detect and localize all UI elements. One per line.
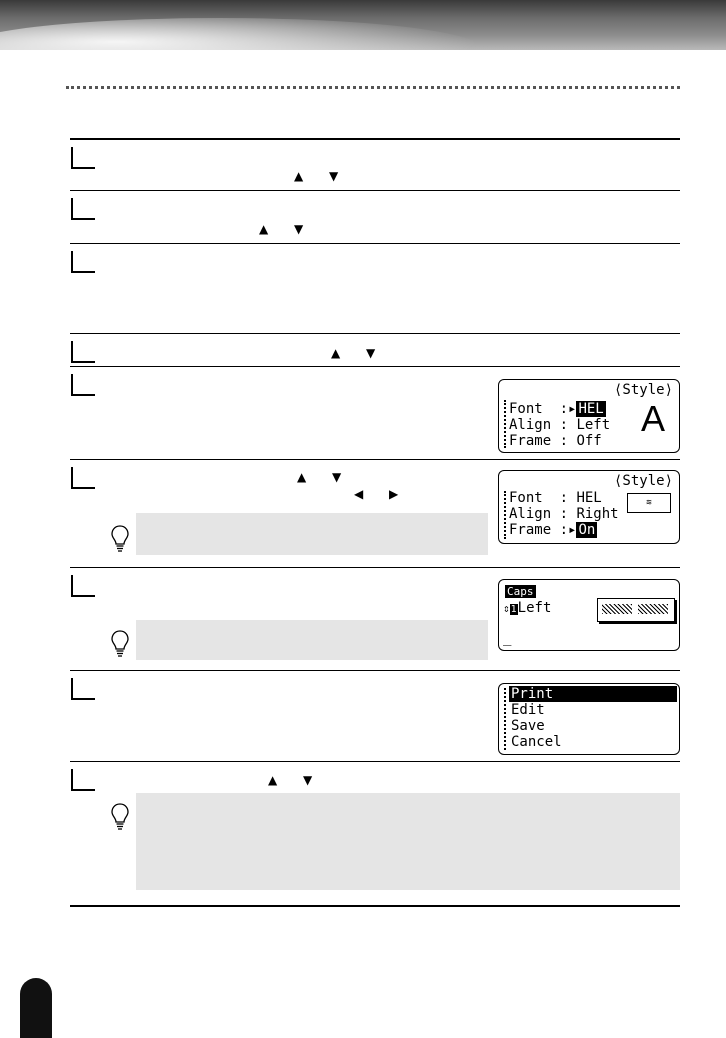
menu-item-edit: Edit: [511, 702, 545, 718]
hint-note: [136, 513, 488, 555]
lcd-row-font: Font : HEL: [509, 490, 602, 506]
step-row-1: [70, 140, 680, 191]
label-preview-text: [638, 604, 668, 614]
header-band: [0, 0, 726, 50]
step-row-2: [70, 191, 680, 244]
caps-indicator: Caps: [507, 585, 534, 598]
lcd-align-value: Left: [517, 600, 552, 616]
lcd-row-align: Align : Right: [509, 506, 619, 522]
step-number-box: [71, 198, 95, 220]
down-arrow-icon: ▼: [294, 222, 304, 236]
menu-item-cancel: Cancel: [511, 734, 562, 750]
label-preview-frame: [597, 598, 675, 622]
lcd-font-preview: A: [640, 398, 665, 439]
lcd-row-align: Align : Left: [509, 417, 611, 433]
lcd-selected-value: HEL: [578, 401, 604, 417]
lcd-row-frame: Frame :▸ On: [509, 522, 596, 538]
arrow-keys-horizontal: [354, 487, 398, 501]
label-preview-text: [602, 604, 632, 614]
menu-item-print: Print: [509, 686, 677, 702]
lcd-style-frame: [498, 470, 680, 544]
hint-note: [136, 620, 488, 660]
step-row-4: [70, 334, 680, 367]
lcd-text-entry: [498, 579, 680, 651]
line-number-badge: 1: [510, 604, 517, 615]
arrow-keys: [294, 169, 338, 183]
down-arrow-icon: ▼: [332, 470, 342, 484]
left-arrow-icon: ◀: [354, 487, 364, 501]
header-spacer: [0, 50, 726, 70]
arrow-keys: [297, 470, 341, 484]
step-number-box: [71, 374, 95, 396]
step-number-box: [71, 341, 95, 363]
page-tab: [20, 978, 52, 1038]
step-number-box: [71, 251, 95, 273]
lcd-style-font: [498, 379, 680, 453]
lcd-row-font: Font :▸ HEL: [509, 401, 604, 417]
step-number-box: [71, 678, 95, 700]
up-arrow-icon: ▲: [297, 470, 307, 484]
lightbulb-icon: [110, 802, 130, 830]
lcd-title: ⟨Style⟩: [613, 382, 673, 398]
step-row-3: [70, 244, 680, 334]
up-arrow-icon: ▲: [294, 169, 304, 183]
lcd-cursor: _: [503, 630, 512, 646]
section-divider: [66, 86, 680, 89]
lcd-line-row: ⇕1Left: [503, 600, 552, 616]
down-arrow-icon: ▼: [329, 169, 339, 183]
hint-note: [136, 793, 680, 890]
arrow-keys: [331, 346, 375, 360]
lcd-title: ⟨Style⟩: [613, 473, 673, 489]
arrow-keys: [268, 773, 312, 787]
down-arrow-icon: ▼: [366, 346, 376, 360]
step-number-box: [71, 575, 95, 597]
step-row-5: [70, 367, 680, 460]
step-number-box: [71, 467, 95, 489]
lcd-print-menu: [498, 683, 680, 755]
lightbulb-icon: [110, 524, 130, 552]
lcd-caps-row: [505, 583, 536, 599]
up-arrow-icon: ▲: [259, 222, 269, 236]
up-arrow-icon: ▲: [268, 773, 278, 787]
step-number-box: [71, 147, 95, 169]
step-row-9: [70, 762, 680, 907]
step-row-8: [70, 671, 680, 762]
scroll-indicator: [504, 491, 506, 539]
lightbulb-icon: [110, 629, 130, 657]
frame-preview-icon: ≋: [627, 493, 671, 513]
right-arrow-icon: ▶: [389, 487, 399, 501]
step-row-7: [70, 568, 680, 671]
step-number-box: [71, 769, 95, 791]
scroll-indicator: [504, 688, 506, 750]
lcd-selected-value: On: [578, 522, 596, 538]
scroll-indicator: [504, 400, 506, 448]
down-arrow-icon: ▼: [303, 773, 313, 787]
lcd-row-frame: Frame : Off: [509, 433, 602, 449]
step-row-6: [70, 460, 680, 568]
up-arrow-icon: ▲: [331, 346, 341, 360]
arrow-keys: [259, 222, 303, 236]
menu-item-save: Save: [511, 718, 545, 734]
